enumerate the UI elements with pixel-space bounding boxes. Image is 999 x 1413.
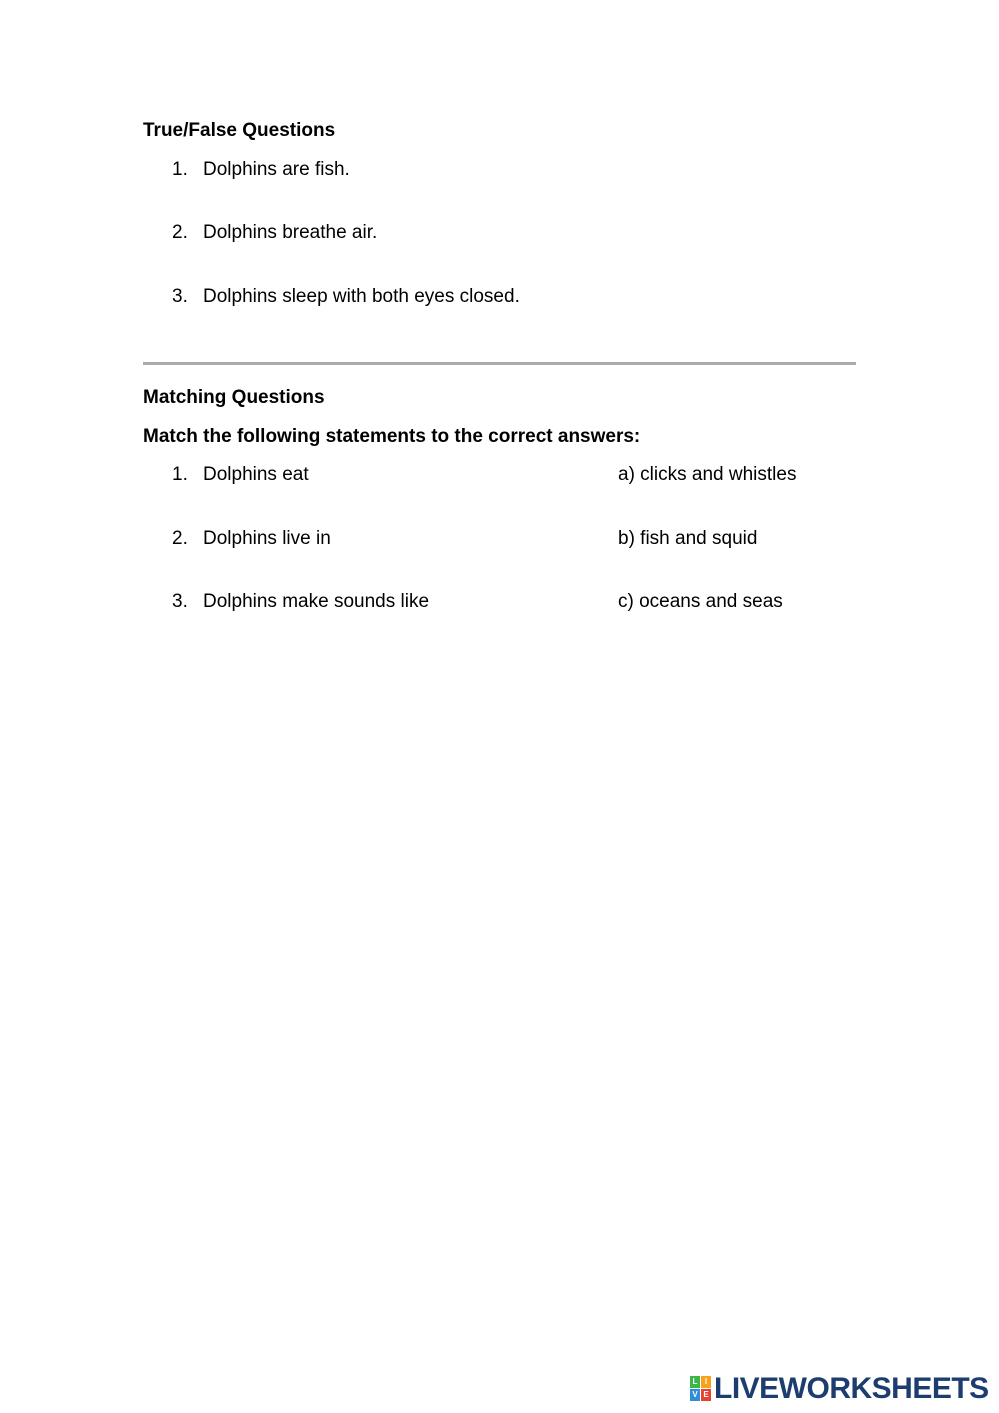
question-text: Dolphins sleep with both eyes closed. [203,286,520,307]
matching-heading: Matching Questions [143,387,325,408]
item-number: 1. [172,464,188,485]
statement-text: Dolphins eat [203,464,309,485]
answer-option: c) oceans and seas [618,591,783,612]
item-number: 2. [172,528,188,549]
logo-mark-letter: L [690,1376,700,1388]
item-number: 2. [172,222,188,243]
statement-text: Dolphins make sounds like [203,591,430,612]
section-divider [143,362,856,365]
item-number: 3. [172,591,188,612]
true-false-heading: True/False Questions [143,120,336,141]
question-text: Dolphins breathe air. [203,222,378,243]
matching-instruction: Match the following statements to the correct answers: [143,426,641,447]
item-number: 1. [172,159,188,180]
logo-wordmark: LIVEWORKSHEETS [714,1372,989,1405]
logo-mark-letter: E [701,1389,711,1401]
logo-mark-icon [690,1376,712,1402]
answer-option: b) fish and squid [618,528,758,549]
statement-text: Dolphins live in [203,528,331,549]
logo-mark-letter: V [690,1389,700,1401]
item-number: 3. [172,286,188,307]
question-text: Dolphins are fish. [203,159,350,180]
answer-option: a) clicks and whistles [618,464,797,485]
logo-mark-letter: I [701,1376,711,1388]
liveworksheets-logo [690,1372,989,1406]
